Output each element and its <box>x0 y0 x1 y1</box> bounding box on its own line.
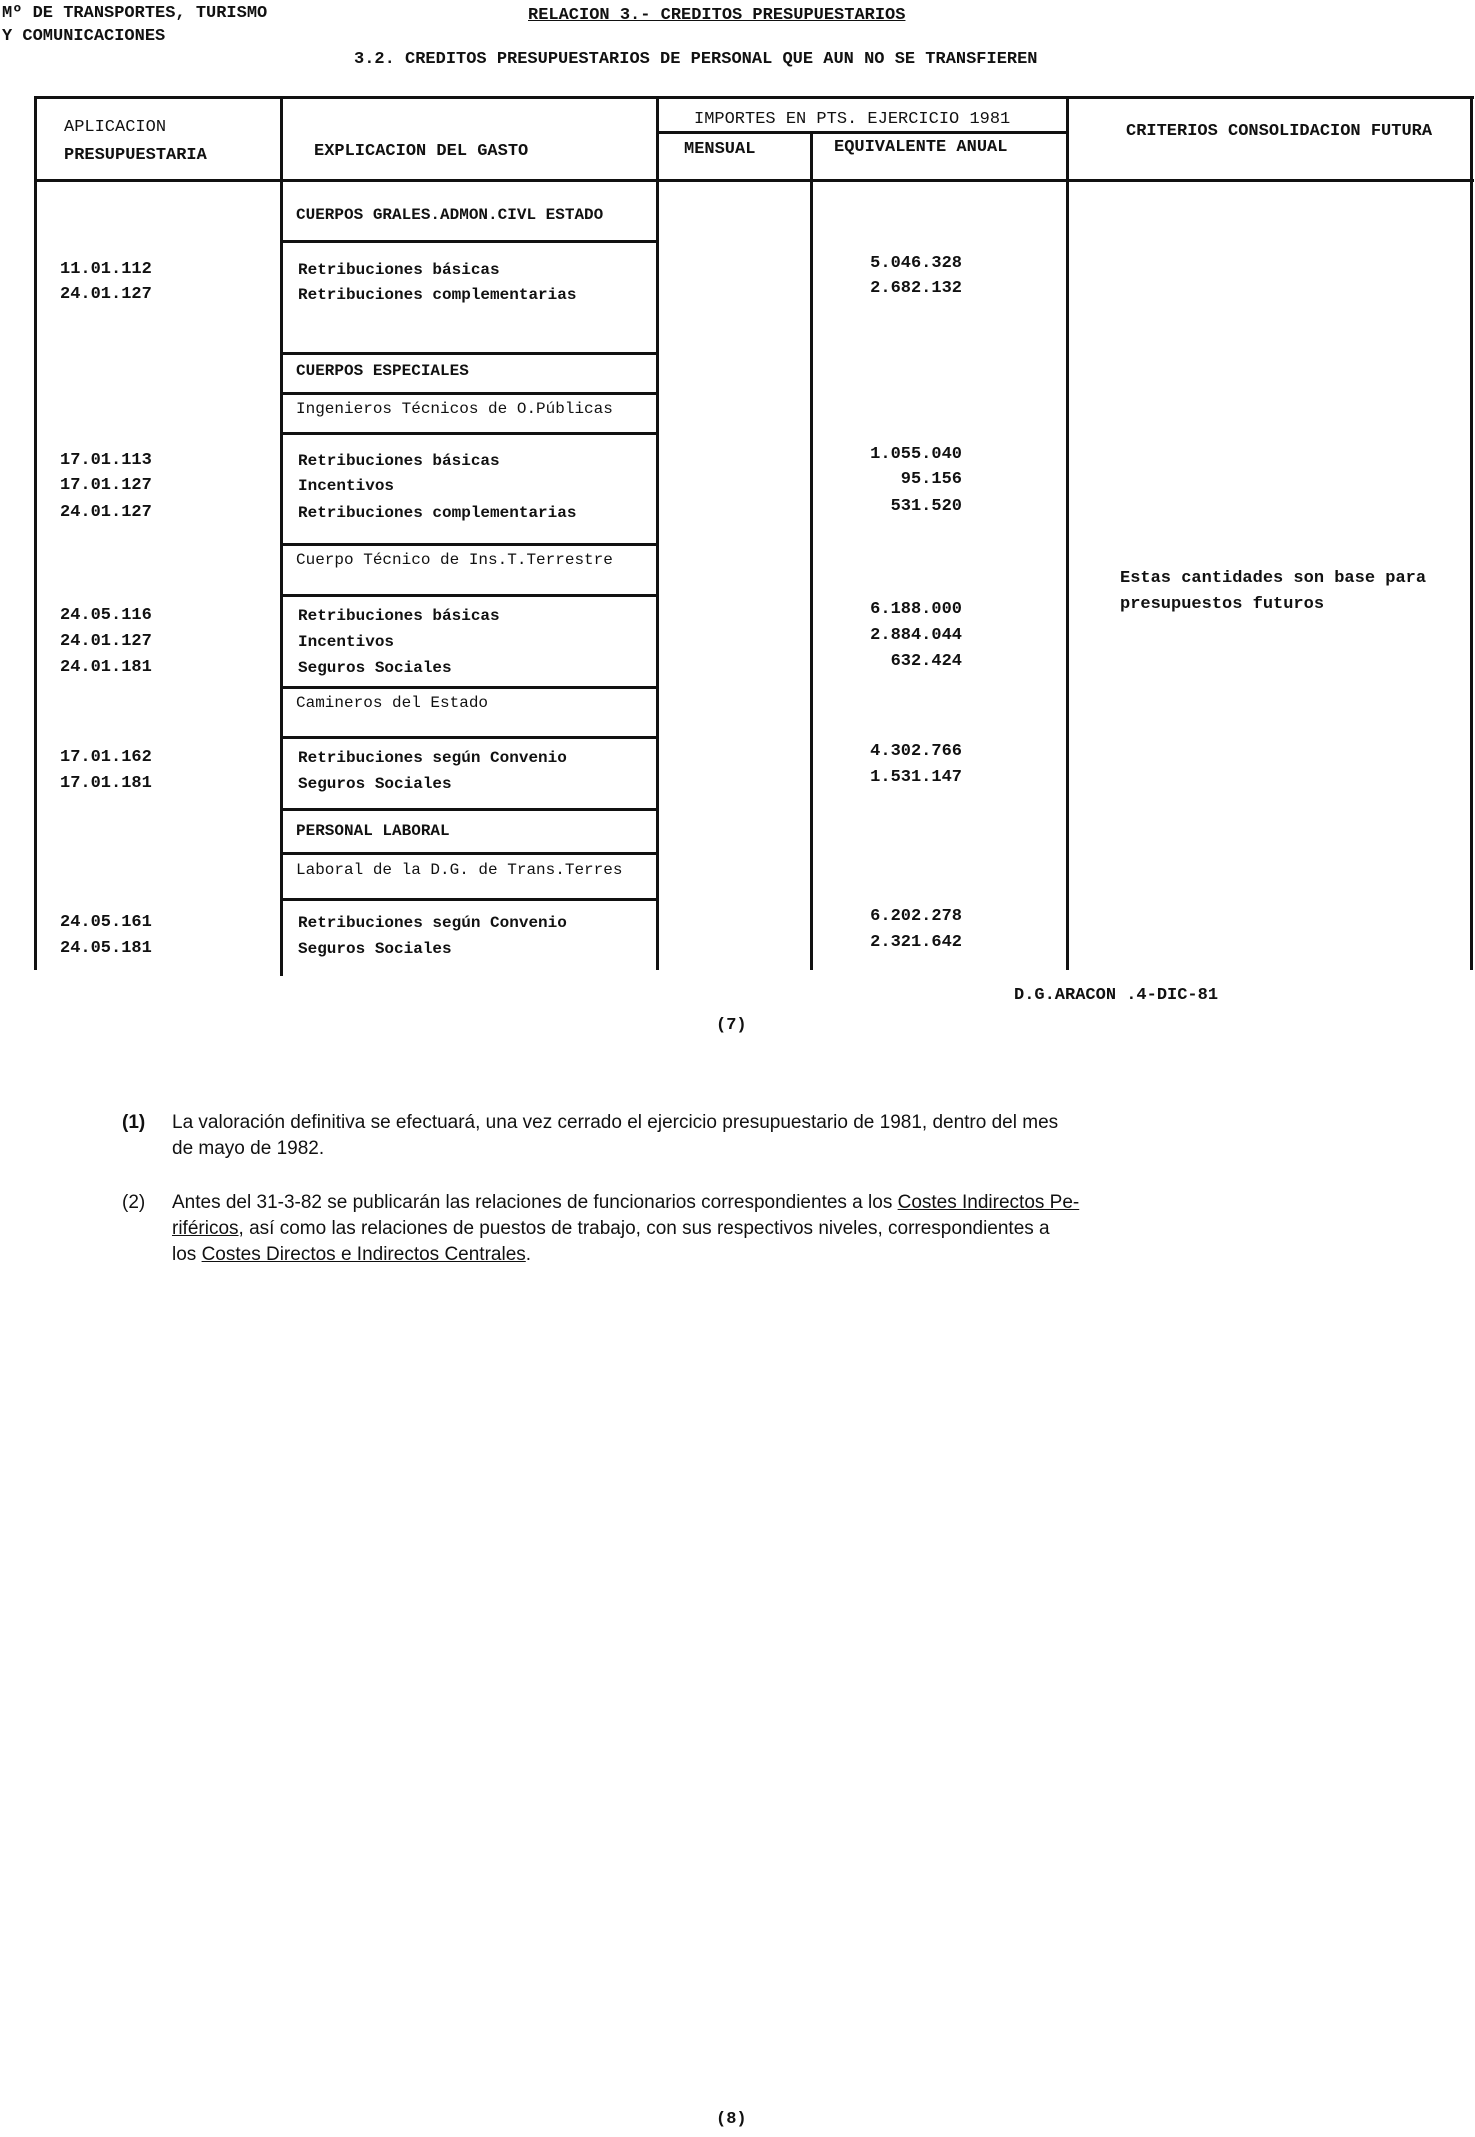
section-heading: PERSONAL LABORAL <box>296 822 450 840</box>
section-heading: CUERPOS ESPECIALES <box>296 362 469 380</box>
budget-code: 11.01.112 <box>60 260 152 279</box>
section-heading: Ingenieros Técnicos de O.Públicas <box>296 400 613 418</box>
budget-code: 17.01.127 <box>60 476 152 495</box>
ministry-line-2: Y COMUNICACIONES <box>2 27 166 46</box>
section-rule <box>281 352 657 355</box>
section-rule <box>281 898 657 901</box>
annual-amount: 95.156 <box>900 470 962 489</box>
section-rule <box>281 852 657 855</box>
expense-concept: Retribuciones básicas <box>298 607 500 625</box>
annual-amount: 6.188.000 <box>870 600 962 619</box>
annual-amount: 531.520 <box>890 497 962 516</box>
col-header-importes: IMPORTES EN PTS. EJERCICIO 1981 <box>694 110 1011 129</box>
section-rule <box>281 392 657 395</box>
expense-concept: Retribuciones básicas <box>298 261 500 279</box>
expense-concept: Seguros Sociales <box>298 659 452 677</box>
footnote-underlined-text: Costes Directos e Indirectos Centrales <box>201 1244 526 1265</box>
document-subtitle: 3.2. CREDITOS PRESUPUESTARIOS DE PERSONAL QUE AUN NO SE TRANSFIEREN <box>354 50 1038 69</box>
column-border <box>280 96 283 976</box>
expense-concept: Retribuciones según Convenio <box>298 914 567 932</box>
footnote-underlined-text: riféricos <box>172 1218 239 1239</box>
annual-amount: 2.884.044 <box>870 626 962 645</box>
budget-code: 24.05.181 <box>60 939 152 958</box>
importes-divider <box>657 131 1067 134</box>
page-number: (8) <box>716 2110 747 2129</box>
footnote-text: Antes del 31-3-82 se publicarán las relaciones de funcionarios correspondientes a los <box>172 1192 898 1213</box>
section-rule <box>281 736 657 739</box>
document-title: RELACION 3.- CREDITOS PRESUPUESTARIOS <box>528 6 906 25</box>
footnote-2-line <box>172 1192 1079 1214</box>
col-header-mensual: MENSUAL <box>684 140 756 159</box>
annual-amount: 1.531.147 <box>870 768 962 787</box>
footnote-1-line: de mayo de 1982. <box>172 1138 325 1159</box>
col-header-aplicacion: APLICACION <box>64 118 167 137</box>
criterio-text: Estas cantidades son base para <box>1120 569 1427 588</box>
column-border <box>1470 96 1473 970</box>
col-header-explicacion: EXPLICACION DEL GASTO <box>314 142 529 161</box>
footnote-1-mark: (1) <box>122 1112 146 1133</box>
footnote-2-line <box>172 1244 531 1266</box>
annual-amount: 5.046.328 <box>870 254 962 273</box>
column-border <box>34 96 37 970</box>
section-rule <box>281 594 657 597</box>
section-rule <box>281 686 657 689</box>
expense-concept: Retribuciones complementarias <box>298 504 577 522</box>
budget-code: 24.05.116 <box>60 606 152 625</box>
expense-concept: Seguros Sociales <box>298 775 452 793</box>
column-border <box>1066 96 1069 970</box>
section-heading: Laboral de la D.G. de Trans.Terres <box>296 861 623 879</box>
expense-concept: Retribuciones básicas <box>298 452 500 470</box>
footnote-underlined-text: Costes Indirectos Pe- <box>897 1192 1080 1213</box>
budget-code: 17.01.181 <box>60 774 152 793</box>
footnote-text: los <box>172 1244 202 1265</box>
annual-amount: 2.321.642 <box>870 933 962 952</box>
budget-code: 24.01.127 <box>60 632 152 651</box>
footnote-text: . <box>525 1244 532 1265</box>
note-reference: (7) <box>716 1016 747 1035</box>
signature-date: D.G.ARACON .4-DIC-81 <box>1014 986 1219 1005</box>
expense-concept: Retribuciones complementarias <box>298 286 577 304</box>
col-header-presupuestaria: PRESUPUESTARIA <box>64 146 207 165</box>
budget-code: 17.01.162 <box>60 748 152 767</box>
col-header-criterios: CRITERIOS CONSOLIDACION FUTURA <box>1126 122 1433 141</box>
ministry-line-1: Mº DE TRANSPORTES, TURISMO <box>2 4 268 23</box>
annual-amount: 632.424 <box>890 652 962 671</box>
budget-code: 24.01.181 <box>60 658 152 677</box>
annual-amount: 2.682.132 <box>870 279 962 298</box>
annual-amount: 4.302.766 <box>870 742 962 761</box>
section-rule <box>281 240 657 243</box>
expense-concept: Incentivos <box>298 633 395 651</box>
section-rule <box>281 432 657 435</box>
section-rule <box>281 543 657 546</box>
section-heading: Camineros del Estado <box>296 694 489 712</box>
section-rule <box>281 808 657 811</box>
section-heading: Cuerpo Técnico de Ins.T.Terrestre <box>296 551 613 569</box>
footnote-text: , así como las relaciones de puestos de trabajo, con sus respectivos niveles, correspondientes a <box>238 1218 1050 1239</box>
budget-code: 17.01.113 <box>60 451 152 470</box>
footnote-1-line: La valoración definitiva se efectuará, una vez cerrado el ejercicio presupuestario de 1981, dentro del mes <box>172 1112 1059 1133</box>
expense-concept: Seguros Sociales <box>298 940 452 958</box>
annual-amount: 1.055.040 <box>870 445 962 464</box>
column-border <box>656 96 659 970</box>
footnote-2-line <box>172 1218 1050 1240</box>
budget-code: 24.05.161 <box>60 913 152 932</box>
footnote-2-mark: (2) <box>122 1192 146 1213</box>
section-heading: CUERPOS GRALES.ADMON.CIVL ESTADO <box>296 206 604 224</box>
col-header-anual: EQUIVALENTE ANUAL <box>834 138 1008 157</box>
expense-concept: Retribuciones según Convenio <box>298 749 567 767</box>
header-bottom-border <box>34 179 1474 182</box>
criterio-text: presupuestos futuros <box>1120 595 1325 614</box>
expense-concept: Incentivos <box>298 477 395 495</box>
budget-code: 24.01.127 <box>60 285 152 304</box>
annual-amount: 6.202.278 <box>870 907 962 926</box>
table-top-border <box>34 96 1474 99</box>
budget-code: 24.01.127 <box>60 503 152 522</box>
